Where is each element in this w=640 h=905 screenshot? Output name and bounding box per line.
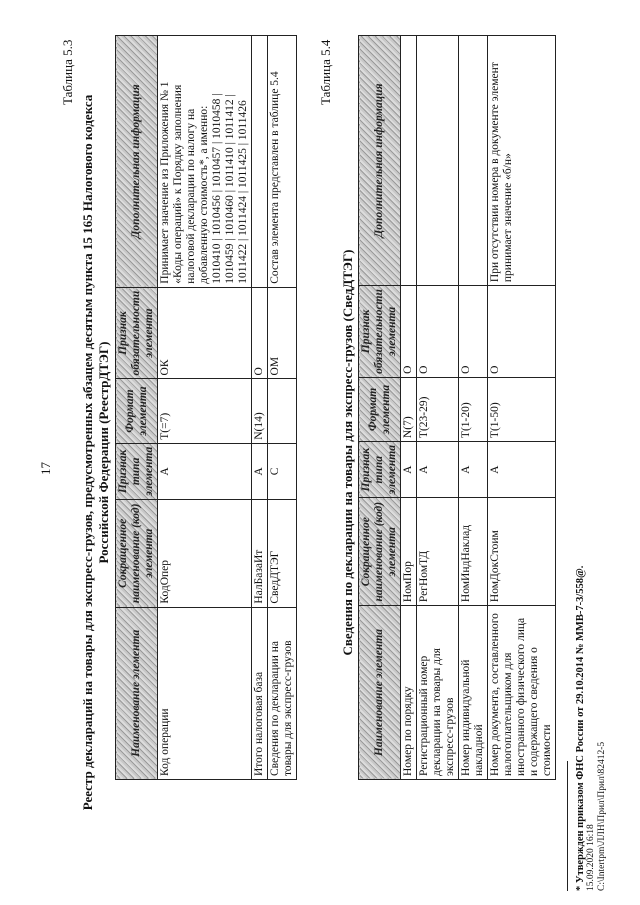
table-row	[158, 36, 252, 780]
page-number: 17	[38, 462, 53, 475]
cell-req: О	[417, 286, 459, 378]
table-5-3-label: Таблица 5.3	[60, 39, 75, 105]
table-5-4-title: Сведения по декларации на товары для экспресс-грузов (СведДТЭГ)	[340, 249, 355, 656]
cell-type: С	[268, 443, 297, 499]
cell-code: КодОпер	[158, 500, 252, 608]
header-cell: Формат элемента	[359, 377, 401, 441]
cell-type: А	[459, 442, 488, 498]
table-5-3-title-line2: Российской Федерации (РеестрДТЭГ)	[96, 341, 111, 564]
cell-info	[401, 36, 417, 286]
table-row	[252, 36, 268, 780]
info-line: Принимает значение из Приложения № 1	[159, 81, 171, 284]
cell-type: А	[401, 442, 417, 498]
cell-name: Регистрационный номер декларации на товары для экспресс-грузов	[417, 606, 459, 780]
cell-format: T(=7)	[158, 379, 252, 443]
header-cell: Дополнительная информация	[116, 36, 158, 288]
table-5-4-label: Таблица 5.4	[318, 39, 333, 105]
header-cell: Сокращенное наименование (код) элемента	[116, 500, 158, 608]
footnote-divider	[567, 761, 568, 891]
cell-type: А	[252, 443, 268, 499]
cell-req: О	[459, 286, 488, 378]
cell-name: Номер по порядку	[401, 606, 417, 780]
table-5-4-header-row	[359, 36, 401, 780]
header-cell: Признак обязательности элемента	[359, 286, 401, 378]
cell-req: О	[252, 287, 268, 379]
cell-format: T(1-20)	[459, 377, 488, 441]
cell-info	[417, 36, 459, 286]
cell-name: Номер индивидуальной накладной	[459, 606, 488, 780]
header-cell: Дополнительная информация	[359, 36, 401, 286]
table-5-3-title-line1: Реестр деклараций на товары для экспресс-грузов, предусмотренных абзацем десятым пункта 15 165 Налогового кодекса	[80, 94, 95, 811]
cell-req: ОМ	[268, 287, 297, 379]
info-line: налоговой декларации по налогу на	[185, 108, 197, 284]
info-line: 1010410 | 1010456 | 1010457 | 1010458 |	[211, 93, 223, 284]
cell-name: Сведения по декларации на товары для экспресс-грузов	[268, 607, 297, 779]
cell-info	[252, 36, 268, 288]
cell-code: НомПор	[401, 498, 417, 606]
cell-req: О	[488, 286, 556, 378]
cell-info	[158, 36, 252, 288]
header-cell: Наименование элемента	[359, 606, 401, 780]
cell-code: РегНомТД	[417, 498, 459, 606]
cell-type: А	[488, 442, 556, 498]
table-5-3	[115, 35, 297, 780]
info-line: 1010459 | 1010460 | 1011410 | 1011412 |	[224, 94, 236, 284]
table-row	[459, 36, 488, 780]
header-cell: Признак типа элемента	[116, 443, 158, 499]
table-row	[417, 36, 459, 780]
info-line: 1011422 | 1011424 | 1011425 | 1011426	[237, 100, 249, 284]
cell-format: N(14)	[252, 379, 268, 443]
footnote-path: C:\Intertpm\ЛЛН\Прил\Прил\82412-5	[597, 741, 607, 891]
cell-type: А	[417, 442, 459, 498]
cell-code: НомДокСтоим	[488, 498, 556, 606]
table-5-3-title	[80, 0, 112, 905]
footnote	[575, 566, 608, 891]
header-cell: Наименование элемента	[116, 607, 158, 779]
cell-format	[268, 379, 297, 443]
info-line: принимает значение «б/н»	[502, 153, 514, 283]
header-cell: Сокращенное наименование (код) элемента	[359, 498, 401, 606]
cell-req: ОК	[158, 287, 252, 379]
header-cell: Формат элемента	[116, 379, 158, 443]
cell-format: N(7)	[401, 377, 417, 441]
table-5-3-header-row	[116, 36, 158, 780]
cell-format: T(23-29)	[417, 377, 459, 441]
cell-name: Итого налоговая база	[252, 607, 268, 779]
cell-info: Состав элемента представлен в таблице 5.4	[268, 36, 297, 288]
cell-format: T(1-50)	[488, 377, 556, 441]
footnote-text: * Утвержден приказом ФНС России от 29.10.2014 № ММВ-7-3/558@.	[575, 565, 586, 891]
info-line: При отсутствии номера в документе элемент	[489, 62, 501, 283]
cell-name: Номер документа, составленного налогоплательщиком для иностранного физического лица и содержащего сведения о стоимости	[488, 606, 556, 780]
table-row	[401, 36, 417, 780]
cell-info	[459, 36, 488, 286]
table-5-4	[358, 35, 556, 780]
cell-code: НомИндНаклад	[459, 498, 488, 606]
cell-code: НалБазаИт	[252, 500, 268, 608]
cell-type: А	[158, 443, 252, 499]
header-cell: Признак типа элемента	[359, 442, 401, 498]
cell-info	[488, 36, 556, 286]
cell-code: СведДТЭГ	[268, 500, 297, 608]
cell-req: О	[401, 286, 417, 378]
table-row	[268, 36, 297, 780]
info-line: «Коды операций» к Порядку заполнения	[172, 84, 184, 284]
header-cell: Признак обязательности элемента	[116, 287, 158, 379]
footnote-date: 15.09.2020 16:18	[586, 824, 596, 891]
info-line: добавленную стоимость*, а именно:	[198, 105, 210, 284]
cell-name: Код операции	[158, 607, 252, 779]
table-row	[488, 36, 556, 780]
